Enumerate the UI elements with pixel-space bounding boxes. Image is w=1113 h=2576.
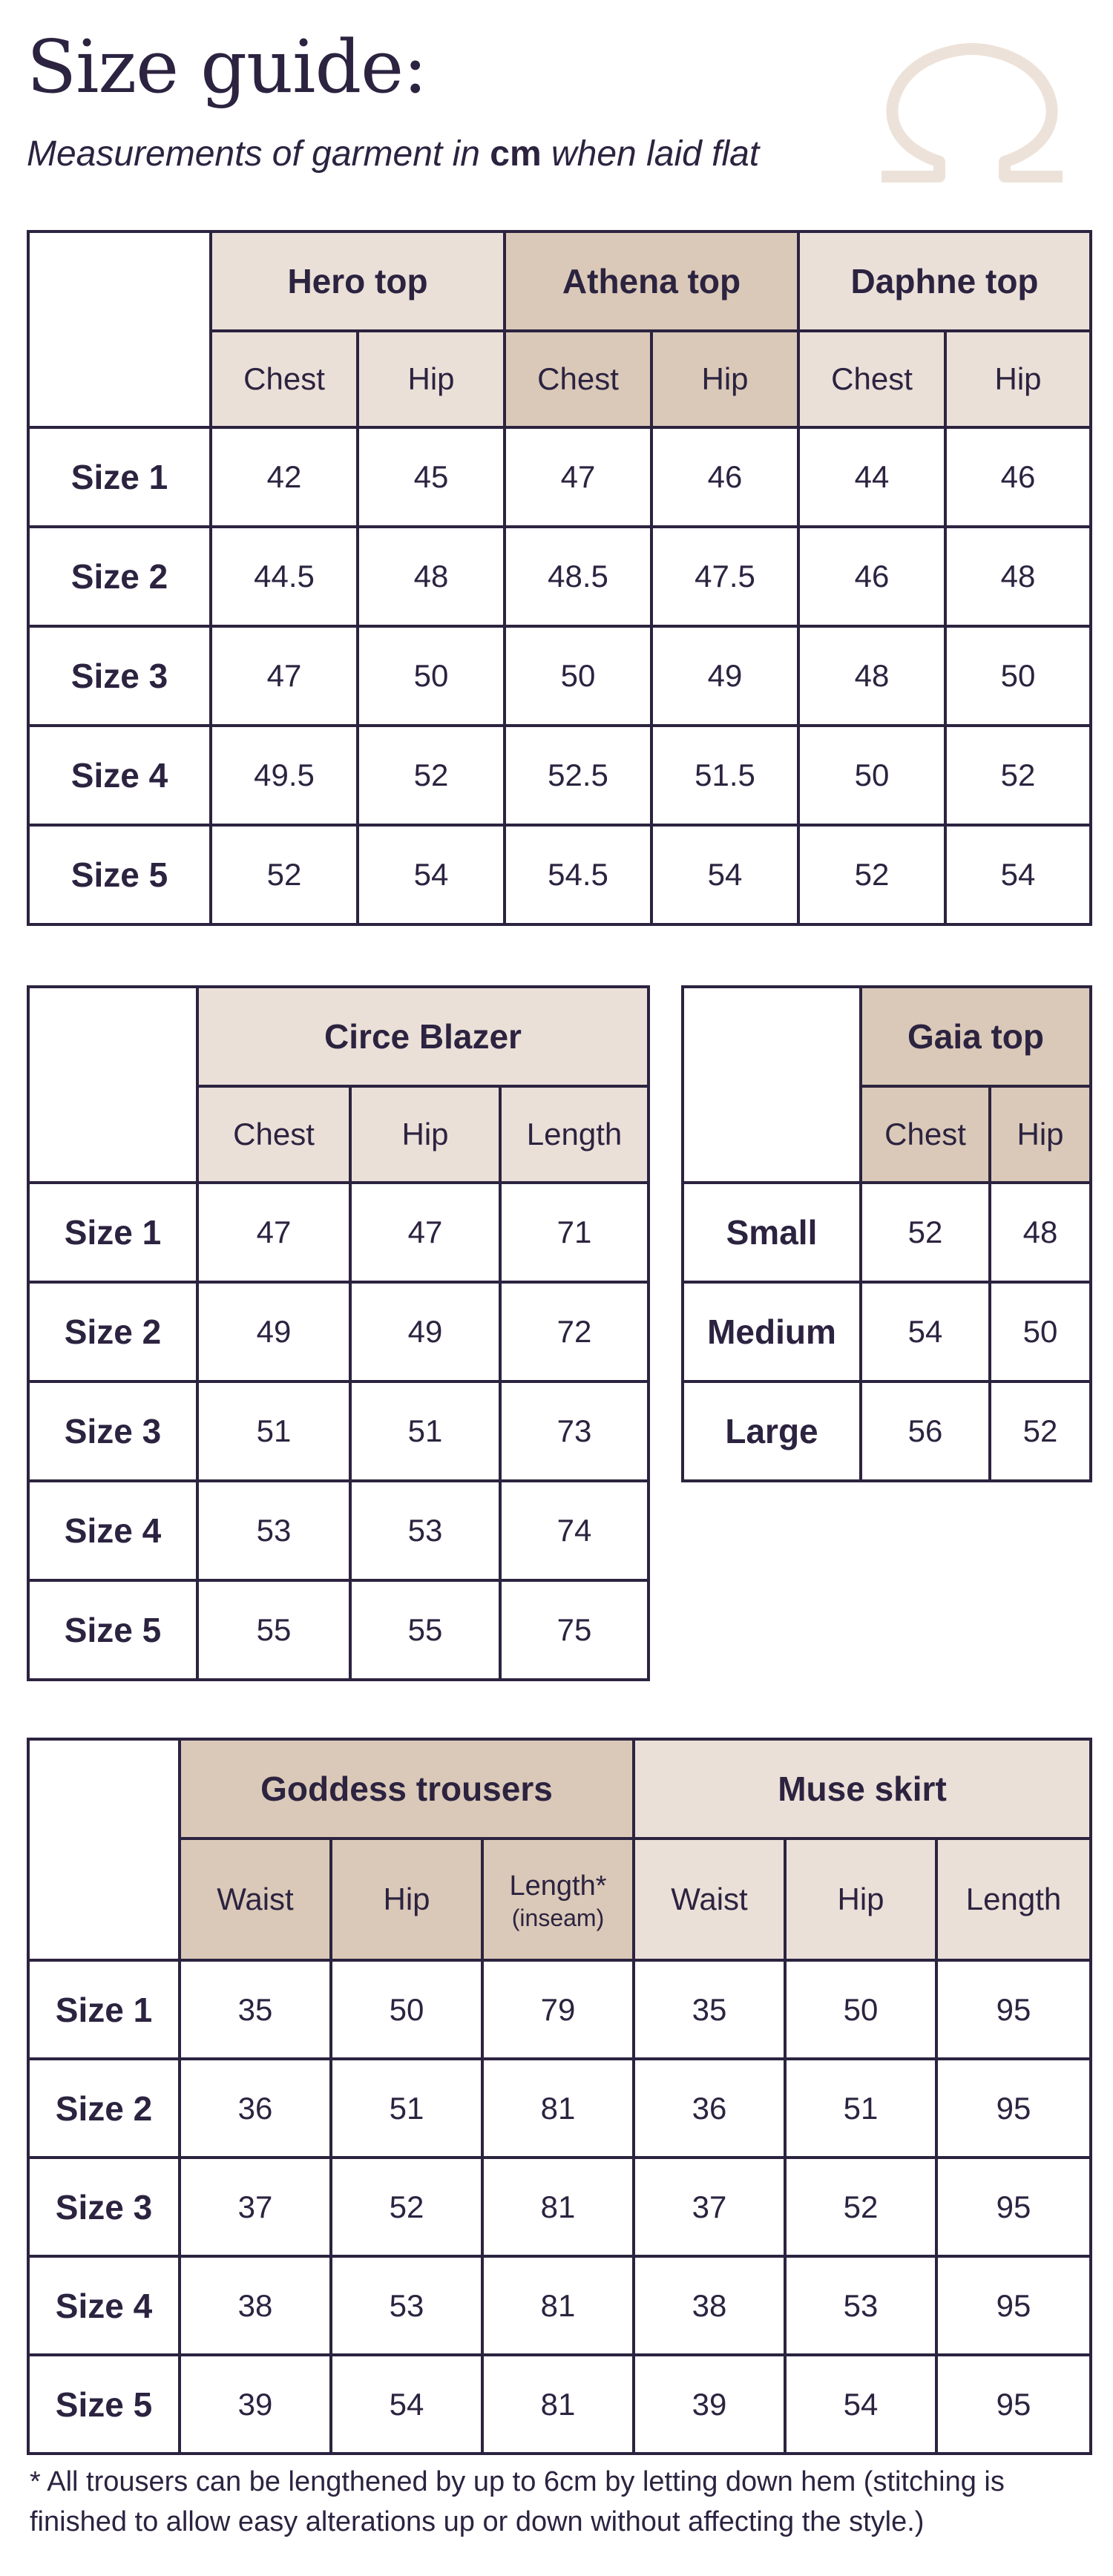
table-cell: 56	[861, 1381, 990, 1481]
tops-size-table	[27, 230, 1092, 926]
column-header: Chest	[798, 331, 945, 427]
table-row	[28, 527, 1091, 626]
table-cell: 47	[350, 1183, 500, 1282]
table-cell: 39	[180, 2355, 331, 2454]
table-cell: 47.5	[651, 527, 798, 626]
table-cell: 49.5	[211, 726, 358, 825]
table-cell: 95	[936, 2059, 1091, 2158]
subtitle-prefix: Measurements of garment in	[27, 134, 490, 174]
table-cell: 46	[945, 427, 1091, 527]
table-cell: 46	[651, 427, 798, 527]
row-label: Size 2	[28, 2059, 180, 2158]
row-label: Size 5	[28, 825, 211, 924]
table-cell: 42	[211, 427, 358, 527]
table-cell: 50	[798, 726, 945, 825]
table-cell: 51	[785, 2059, 936, 2158]
row-label: Size 5	[28, 1580, 197, 1680]
table-row	[28, 2256, 1091, 2355]
column-header: Length	[500, 1086, 649, 1183]
table-cell: 74	[500, 1481, 649, 1580]
table-cell: 52	[358, 726, 505, 825]
table-cell: 45	[358, 427, 505, 527]
column-header: Chest	[211, 331, 358, 427]
column-header: Hip	[350, 1086, 500, 1183]
table-cell: 50	[331, 1960, 482, 2059]
column-header: Chest	[861, 1086, 990, 1183]
column-header-length-inseam	[482, 1839, 634, 1960]
table-cell: 72	[500, 1282, 649, 1381]
corner-cell	[28, 987, 197, 1183]
table-cell: 79	[482, 1960, 634, 2059]
product-header-muse-skirt: Muse skirt	[634, 1739, 1091, 1839]
table-row	[28, 2059, 1091, 2158]
column-header: Hip	[651, 331, 798, 427]
table-cell: 71	[500, 1183, 649, 1282]
table-row	[28, 1580, 649, 1680]
table-cell: 53	[785, 2256, 936, 2355]
table-cell: 48	[798, 626, 945, 726]
table-cell: 37	[180, 2158, 331, 2256]
subtitle-suffix: when laid flat	[541, 134, 760, 174]
table-cell: 95	[936, 2158, 1091, 2256]
row-label: Size 1	[28, 1960, 180, 2059]
table-cell: 36	[180, 2059, 331, 2158]
table-cell: 47	[505, 427, 651, 527]
page-subtitle	[27, 134, 759, 174]
table-cell: 50	[785, 1960, 936, 2059]
product-header-hero-top: Hero top	[211, 231, 505, 331]
product-header-daphne-top: Daphne top	[798, 231, 1091, 331]
table-cell: 44	[798, 427, 945, 527]
column-header: Chest	[505, 331, 651, 427]
table-cell: 46	[798, 527, 945, 626]
table-cell: 38	[634, 2256, 785, 2355]
table-row	[28, 1960, 1091, 2059]
brand-logo-icon	[868, 37, 1076, 185]
row-label: Medium	[683, 1282, 861, 1381]
table-cell: 73	[500, 1381, 649, 1481]
table-cell: 36	[634, 2059, 785, 2158]
table-cell: 53	[331, 2256, 482, 2355]
table-row	[683, 1183, 1091, 1282]
table-row	[28, 626, 1091, 726]
product-header-circe-blazer: Circe Blazer	[197, 987, 649, 1086]
table-cell: 50	[358, 626, 505, 726]
table-cell: 51	[331, 2059, 482, 2158]
table-cell: 39	[634, 2355, 785, 2454]
row-label: Size 1	[28, 1183, 197, 1282]
row-label: Size 1	[28, 427, 211, 527]
table-cell: 52	[990, 1381, 1091, 1481]
column-header: Chest	[197, 1086, 350, 1183]
table-cell: 95	[936, 1960, 1091, 2059]
table-cell: 81	[482, 2158, 634, 2256]
table-cell: 95	[936, 2256, 1091, 2355]
column-header: Hip	[990, 1086, 1091, 1183]
row-label: Large	[683, 1381, 861, 1481]
table-cell: 47	[211, 626, 358, 726]
product-header-gaia-top: Gaia top	[861, 987, 1091, 1086]
row-label: Size 3	[28, 626, 211, 726]
table-cell: 54	[331, 2355, 482, 2454]
table-row	[28, 2355, 1091, 2454]
corner-cell	[28, 231, 211, 427]
table-row	[28, 1282, 649, 1381]
table-cell: 54	[785, 2355, 936, 2454]
table-cell: 54.5	[505, 825, 651, 924]
table-row	[28, 427, 1091, 527]
row-label: Size 5	[28, 2355, 180, 2454]
table-cell: 49	[651, 626, 798, 726]
table-cell: 48	[945, 527, 1091, 626]
table-cell: 52	[945, 726, 1091, 825]
column-header-inseam-note: (inseam)	[511, 1905, 605, 1932]
table-row	[28, 1481, 649, 1580]
column-header: Hip	[785, 1839, 936, 1960]
column-header-length: Length*	[509, 1870, 607, 1902]
row-label: Size 3	[28, 2158, 180, 2256]
table-cell: 37	[634, 2158, 785, 2256]
table-row	[28, 1381, 649, 1481]
product-header-goddess-trousers: Goddess trousers	[180, 1739, 634, 1839]
product-header-athena-top: Athena top	[505, 231, 798, 331]
row-label: Size 2	[28, 527, 211, 626]
table-row	[683, 1282, 1091, 1381]
table-cell: 38	[180, 2256, 331, 2355]
table-cell: 53	[350, 1481, 500, 1580]
footnote: * All trousers can be lengthened by up to 6cm by letting down hem (stitching is finished to allow easy alterations up or down without affecting the style.)	[30, 2466, 1005, 2537]
table-cell: 51	[197, 1381, 350, 1481]
table-cell: 54	[358, 825, 505, 924]
row-label: Size 3	[28, 1381, 197, 1481]
table-cell: 48	[990, 1183, 1091, 1282]
table-cell: 44.5	[211, 527, 358, 626]
table-cell: 50	[945, 626, 1091, 726]
page-title: Size guide:	[27, 25, 427, 110]
table-cell: 53	[197, 1481, 350, 1580]
column-header: Waist	[180, 1839, 331, 1960]
row-label: Size 4	[28, 726, 211, 825]
gaia-size-table	[681, 985, 1092, 1482]
corner-cell	[28, 1739, 180, 1960]
column-header: Length	[936, 1839, 1091, 1960]
table-cell: 51.5	[651, 726, 798, 825]
table-row	[683, 1381, 1091, 1481]
row-label: Size 4	[28, 1481, 197, 1580]
table-cell: 54	[945, 825, 1091, 924]
table-cell: 95	[936, 2355, 1091, 2454]
table-cell: 81	[482, 2256, 634, 2355]
bottoms-size-table	[27, 1738, 1092, 2455]
table-row	[28, 2158, 1091, 2256]
table-cell: 49	[350, 1282, 500, 1381]
table-cell: 47	[197, 1183, 350, 1282]
column-header: Hip	[331, 1839, 482, 1960]
table-row	[28, 726, 1091, 825]
table-row	[28, 825, 1091, 924]
column-header: Hip	[945, 331, 1091, 427]
table-cell: 55	[350, 1580, 500, 1680]
subtitle-unit: cm	[490, 134, 542, 174]
table-cell: 52.5	[505, 726, 651, 825]
table-cell: 50	[505, 626, 651, 726]
corner-cell	[683, 987, 861, 1183]
table-cell: 50	[990, 1282, 1091, 1381]
table-cell: 51	[350, 1381, 500, 1481]
column-header: Waist	[634, 1839, 785, 1960]
table-cell: 75	[500, 1580, 649, 1680]
table-cell: 81	[482, 2059, 634, 2158]
row-label: Size 4	[28, 2256, 180, 2355]
table-cell: 52	[785, 2158, 936, 2256]
table-cell: 55	[197, 1580, 350, 1680]
table-cell: 48	[358, 527, 505, 626]
table-cell: 52	[861, 1183, 990, 1282]
table-cell: 35	[180, 1960, 331, 2059]
blazer-size-table	[27, 985, 650, 1681]
row-label: Size 2	[28, 1282, 197, 1381]
table-cell: 35	[634, 1960, 785, 2059]
table-cell: 81	[482, 2355, 634, 2454]
column-header: Hip	[358, 331, 505, 427]
table-cell: 54	[861, 1282, 990, 1381]
table-cell: 52	[331, 2158, 482, 2256]
table-cell: 52	[211, 825, 358, 924]
table-cell: 49	[197, 1282, 350, 1381]
table-row	[28, 1183, 649, 1282]
table-cell: 48.5	[505, 527, 651, 626]
table-cell: 52	[798, 825, 945, 924]
table-cell: 54	[651, 825, 798, 924]
row-label: Small	[683, 1183, 861, 1282]
